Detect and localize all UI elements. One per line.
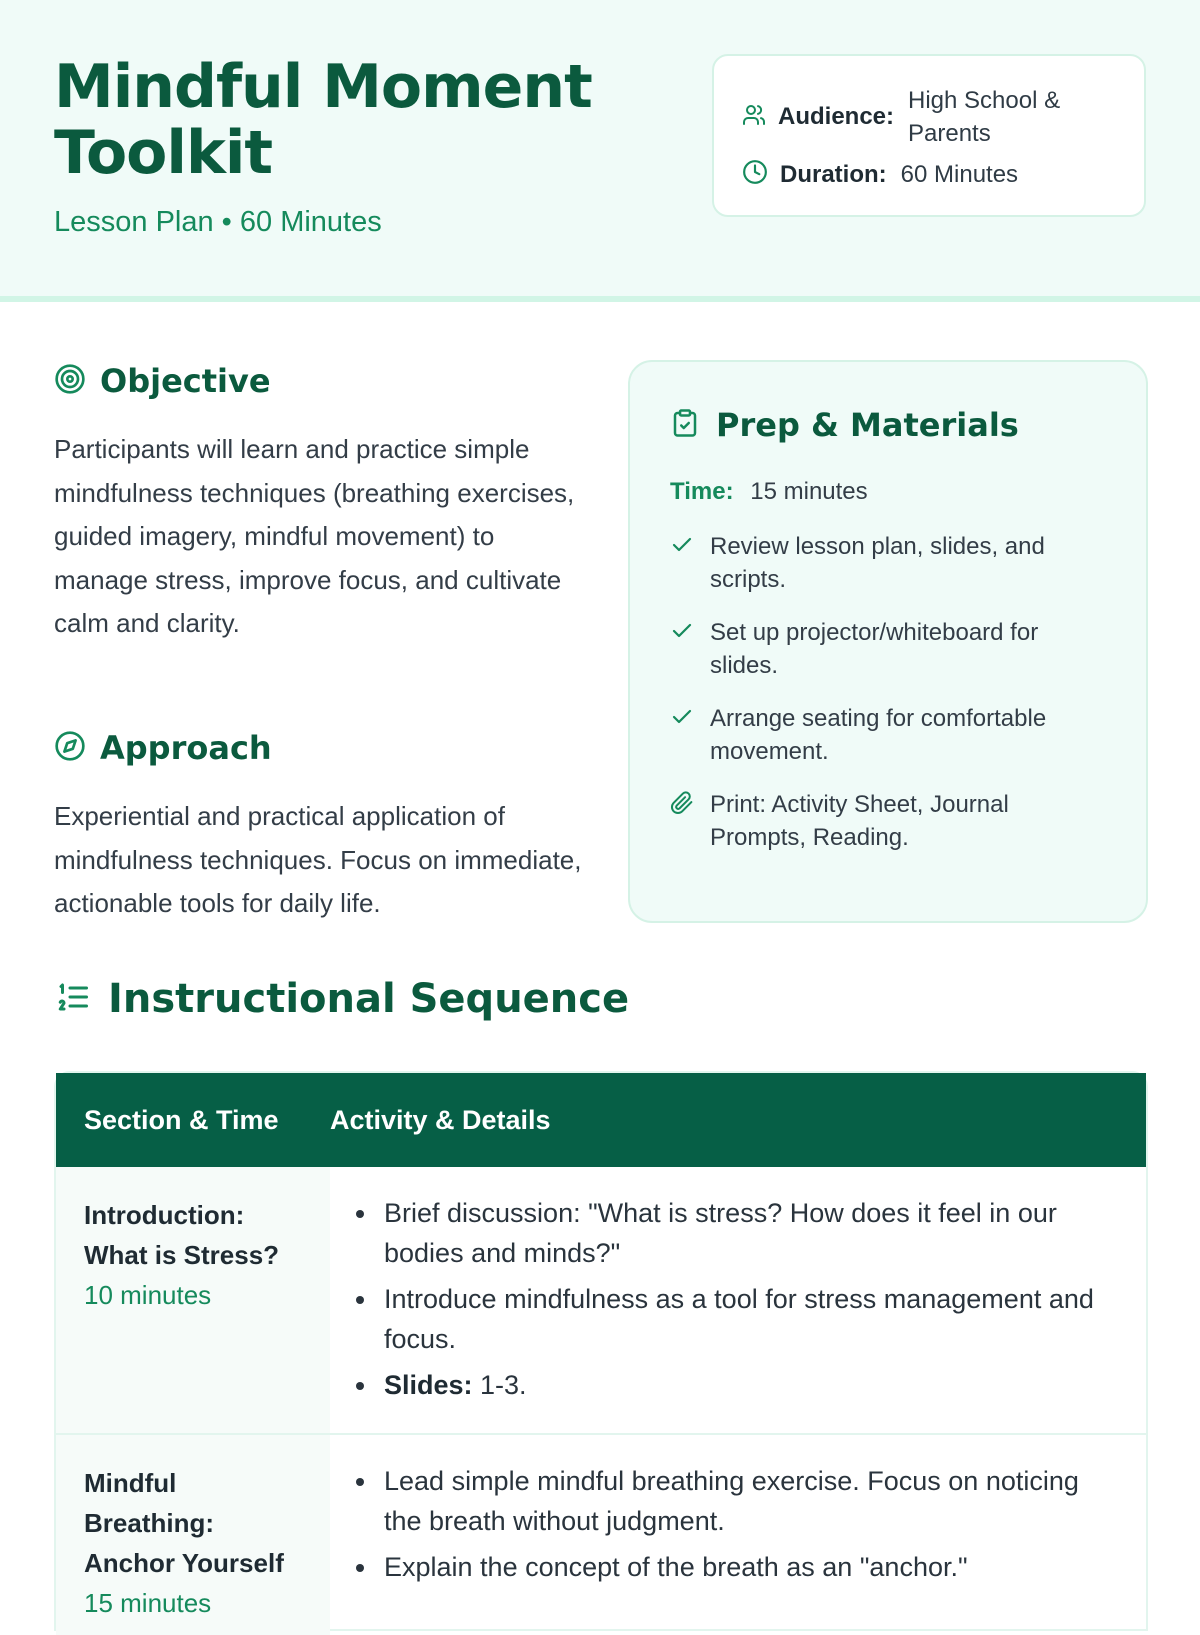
duration-label: Duration: bbox=[780, 160, 887, 188]
prep-item bbox=[670, 702, 1110, 768]
sequence-heading: Instructional Sequence bbox=[108, 976, 630, 1022]
slides-value: 1-3. bbox=[472, 1370, 527, 1400]
section-name-line: Introduction: bbox=[84, 1200, 245, 1230]
column-header-section: Section & Time bbox=[84, 1104, 279, 1135]
approach-heading: Approach bbox=[100, 729, 272, 767]
audience-row bbox=[742, 84, 1088, 150]
approach-text: Experiential and practical application of mindfulness techniques. Focus on immediate, actionable tools for daily life. bbox=[54, 801, 582, 918]
prep-item bbox=[670, 530, 1110, 596]
objective-heading-row bbox=[54, 362, 271, 400]
compass-icon bbox=[54, 730, 86, 767]
prep-heading: Prep & Materials bbox=[716, 406, 1019, 444]
prep-item bbox=[670, 788, 1110, 854]
activity-cell bbox=[330, 1435, 1146, 1635]
sequence-heading-row bbox=[54, 976, 629, 1022]
prep-list bbox=[670, 530, 1110, 874]
target-icon bbox=[54, 363, 86, 400]
prep-item-text: Arrange seating for comfortable movement. bbox=[710, 705, 1047, 765]
paperclip-icon bbox=[670, 788, 696, 818]
duration-row bbox=[742, 158, 1018, 191]
objective-heading: Objective bbox=[100, 362, 271, 400]
activity-cell bbox=[330, 1167, 1146, 1433]
clipboard-check-icon bbox=[670, 407, 700, 444]
sequence-table bbox=[54, 1071, 1148, 1631]
prep-item bbox=[670, 616, 1110, 682]
audience-label: Audience: bbox=[778, 103, 895, 130]
duration-value: 60 Minutes bbox=[900, 161, 1019, 188]
prep-heading-row bbox=[670, 406, 1019, 444]
section-name-line: Mindful Breathing: bbox=[84, 1468, 214, 1538]
section-cell bbox=[56, 1435, 330, 1635]
check-icon bbox=[670, 702, 696, 732]
page-title: Mindful Moment Toolkit bbox=[54, 52, 592, 188]
table-header bbox=[56, 1073, 1146, 1167]
activity-bullet: Lead simple mindful breathing exercise. Focus on noticing the breath without judgment. bbox=[356, 1461, 1122, 1541]
section-time: 15 minutes bbox=[84, 1588, 212, 1618]
numbered-list-icon bbox=[54, 979, 92, 1020]
header bbox=[0, 0, 1200, 302]
check-icon bbox=[670, 616, 696, 646]
objective-text: Participants will learn and practice simple mindfulness techniques (breathing exercises, guided imagery, mindful movement) to manage stress, improve focus, and cultivate calm and clarity. bbox=[54, 434, 575, 638]
prep-item-text: Review lesson plan, slides, and scripts. bbox=[710, 533, 1045, 593]
activity-bullet: Introduce mindfulness as a tool for stress management and focus. bbox=[356, 1279, 1122, 1359]
section-name-line: Anchor Yourself bbox=[84, 1548, 284, 1578]
activity-bullet-slides bbox=[356, 1365, 1122, 1405]
section-cell bbox=[56, 1167, 330, 1433]
column-header-activity: Activity & Details bbox=[330, 1104, 551, 1135]
approach-heading-row bbox=[54, 729, 272, 767]
clock-icon bbox=[742, 159, 768, 190]
prep-time bbox=[670, 478, 868, 506]
slides-label: Slides: bbox=[384, 1370, 473, 1400]
activity-bullet: Explain the concept of the breath as an "anchor." bbox=[356, 1547, 1122, 1587]
check-icon bbox=[670, 530, 696, 560]
prep-time-value: 15 minutes bbox=[750, 478, 868, 505]
table-row bbox=[56, 1435, 1146, 1635]
prep-time-label: Time: bbox=[670, 478, 734, 505]
prep-item-text: Print: Activity Sheet, Journal Prompts, Reading. bbox=[710, 791, 1009, 851]
prep-item-text: Set up projector/whiteboard for slides. bbox=[710, 619, 1039, 679]
audience-value: High School & Parents bbox=[908, 87, 1061, 147]
section-time: 10 minutes bbox=[84, 1280, 212, 1310]
activity-list bbox=[356, 1193, 1122, 1405]
activity-bullet: Brief discussion: "What is stress? How does it feel in our bodies and minds?" bbox=[356, 1193, 1122, 1273]
page-subtitle: Lesson Plan • 60 Minutes bbox=[54, 206, 382, 238]
users-icon bbox=[742, 103, 766, 132]
section-name-line: What is Stress? bbox=[84, 1240, 280, 1270]
table-row bbox=[56, 1167, 1146, 1435]
info-card bbox=[712, 54, 1146, 217]
prep-card bbox=[628, 360, 1148, 923]
activity-list bbox=[356, 1461, 1122, 1587]
